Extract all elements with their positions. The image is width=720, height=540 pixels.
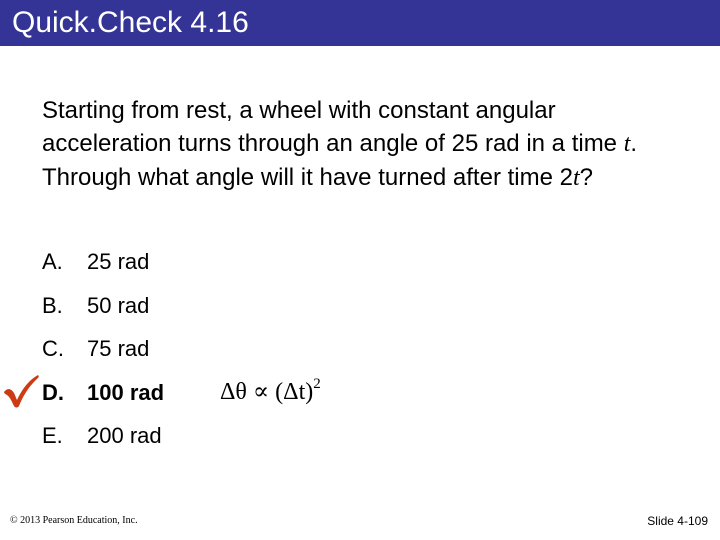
- option-letter: D.: [42, 379, 64, 405]
- option-text: 75 rad: [87, 336, 150, 361]
- answer-options: [42, 246, 164, 464]
- option-letter: B.: [42, 292, 63, 318]
- variable-t: t: [623, 131, 631, 157]
- slide-title: Quick.Check 4.16: [12, 6, 249, 39]
- option-text: 50 rad: [87, 292, 150, 318]
- option-c[interactable]: [42, 333, 164, 377]
- question-line-2-end: .: [630, 130, 638, 157]
- option-d[interactable]: [42, 377, 164, 421]
- option-text: 200 rad: [87, 423, 162, 448]
- question-line-3-end: ?: [579, 164, 593, 191]
- option-a[interactable]: [42, 246, 164, 290]
- question-line-3: [42, 161, 702, 195]
- option-letter: A.: [42, 249, 63, 274]
- question-text: [42, 94, 702, 195]
- formula-exponent: 2: [313, 376, 321, 392]
- question-line-2: [42, 127, 702, 161]
- check-icon: [2, 373, 40, 409]
- title-bar: [0, 0, 720, 46]
- question-line-3-text: Through what angle will it have turned after time 2: [42, 164, 573, 191]
- variable-t: t: [572, 165, 580, 191]
- option-text: 100 rad: [87, 379, 165, 405]
- option-b[interactable]: [42, 290, 164, 334]
- copyright-notice: © 2013 Pearson Education, Inc.: [10, 515, 138, 526]
- question-line-2-text: acceleration turns through an angle of 25 rad in a time: [42, 130, 624, 157]
- formula-base: Δθ ∝ (Δt): [220, 379, 314, 405]
- option-letter: E.: [42, 423, 63, 448]
- option-e[interactable]: [42, 420, 164, 464]
- formula: [220, 372, 321, 415]
- option-letter: C.: [42, 336, 64, 361]
- slide-number: Slide 4-109: [647, 514, 708, 528]
- option-text: 25 rad: [87, 249, 150, 274]
- question-line-1: Starting from rest, a wheel with constant angular: [42, 97, 556, 124]
